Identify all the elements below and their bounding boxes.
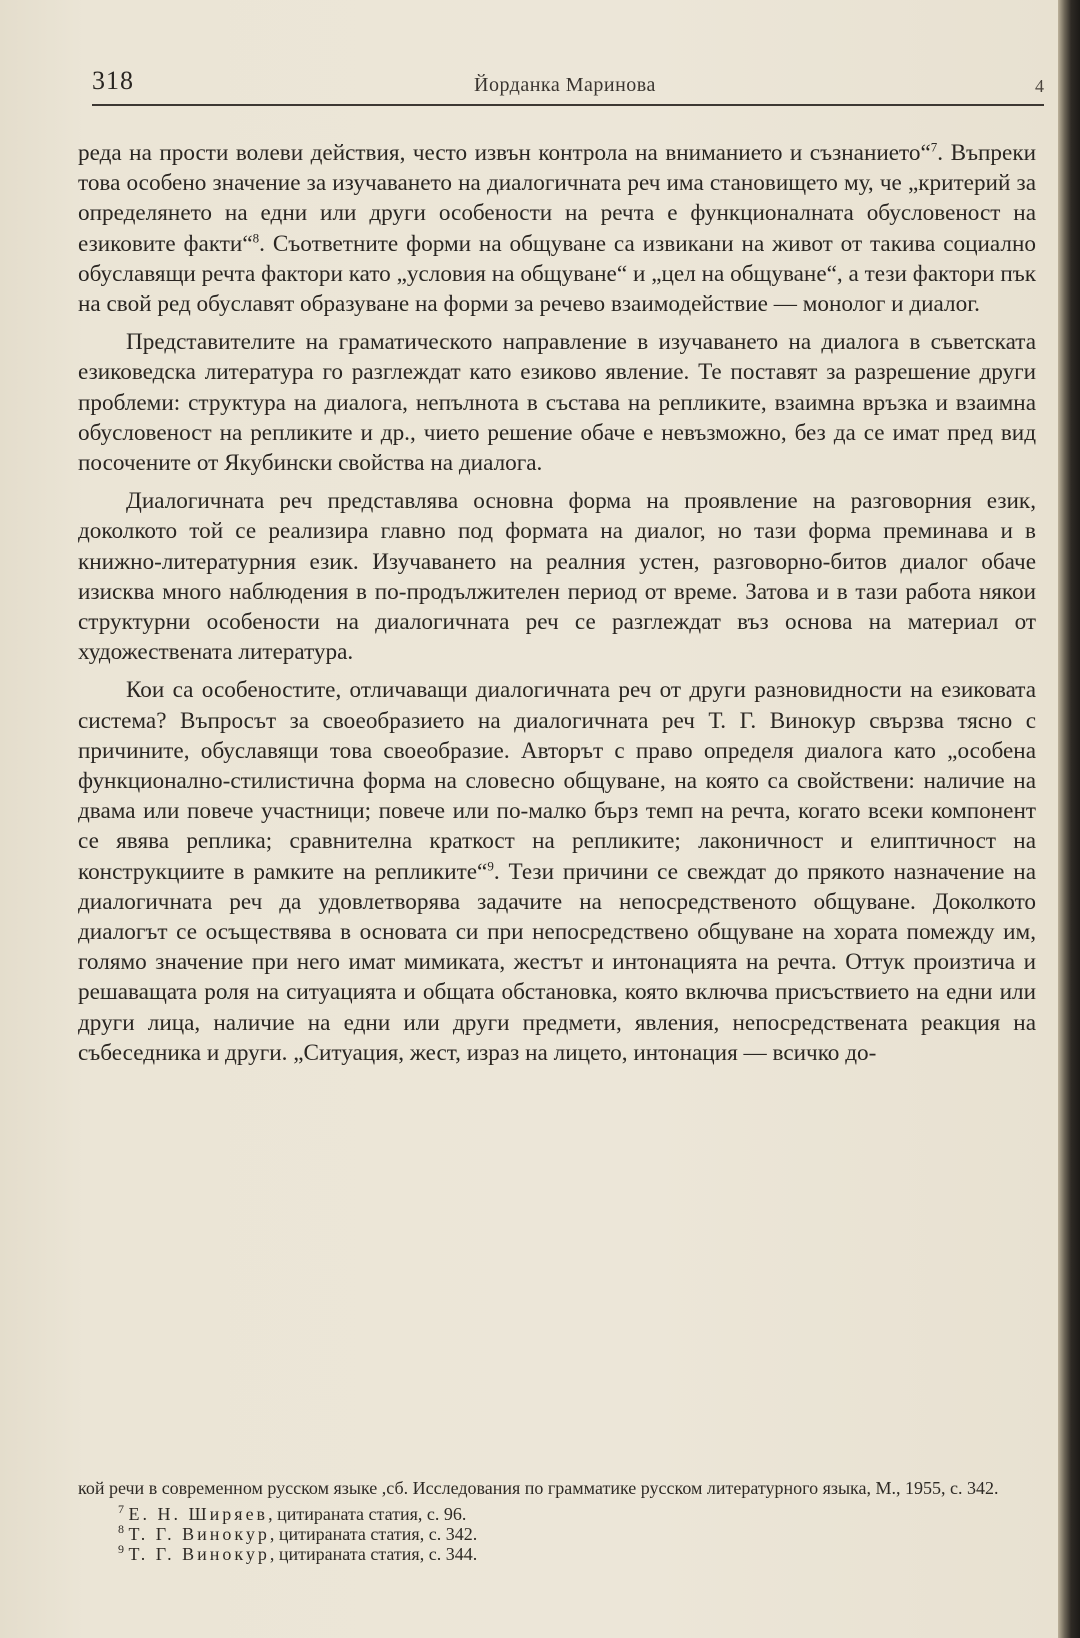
paragraph: Представителите на граматическото направление в изучаването на диалога в съветската езиковедска литература го разглеждат като езиково явление. Те поставят за разрешение други проблеми: структура на диалога, непълнота в състава на репликите, взаимна връзка и взаимна обусловеност на репликите и др., чието решение обаче е невъзможно, без да се имат пред вид посочените от Якубински свойства на диалога. [78,329,1036,477]
corner-mark: 4 [1035,76,1044,96]
paragraph: Диалогичната реч представлява основна форма на проявление на разговорния език, доколкото той се реализира главно под формата на диалог, но тази форма преминава и в книжно-литературния език. Изучаването на реалния устен, разговорно-битов диалог обаче изисква много наблюдения в по-продължителен период от време. Затова и в тази работа някои структурни особености на диалогичната реч се разглеждат въз основа на материал от художествената литература. [78,488,1036,666]
footnote: $^8$ Т. Г. Винокур, цитираната статия, с. 342. [118,1522,478,1544]
page-number: 318 [92,66,134,95]
page-edge [1058,0,1080,1638]
footnote: $^9$ Т. Г. Винокур, цитираната статия, с. 344. [118,1542,478,1564]
body-text [78,138,1036,1068]
footnote-continuation: кой речи в современном русском языке ,сб. Исследования по грамматике русском литературного языка, М., 1955, с. 342. [78,1478,999,1498]
footnote-ref: 9 [487,857,494,873]
paragraph: Кои са особеностите, отличаващи диалогичната реч от други разновидности на езиковата система? Въпросът за своеобразието на диалогичната реч Т. Г. Винокур свързва тясно с причините, обуславящи това своеобразие. Авторът с право определя диалога като „особена функционално-стилистична форма на словесно общуване, на която са свойствени: наличие на двама или повече участници; повече или по-малко бърз темп на речта, когато всеки компонент се явява реплика; сравнителна краткост на репликите; лаконичност и елиптичност на конструкциите в рамките на репликите“$^9$. Тези причини се свеждат до прякото назначение на диалогичната реч да удовлетворява задачите на непосредственото общуване. Доколкото диалогът се осъществява в основата си при непосредствено общуване на хората помежду им, голямо значение при него имат мимиката, жестът и интонацията на речта. Оттук произтича и решаващата роля на ситуацията и общата обстановка, която включва присъствието на едни или други лица, наличие на едни или други предмети, явления, непосредствената реакция на събеседника и други. „Ситуация, жест, израз на лицето, интонация — всичко до- [78,677,1036,1066]
footnotes [78,1478,1036,1564]
running-head [92,66,1044,106]
paragraph: реда на прости волеви действия, често извън контрола на вниманието и съзнанието“$^7$. Въпреки това особено значение за изучаването на диалогичната реч има становището му, че „критерий за определянето на едни или други особености на речта е функционалната обусловеност на езиковите факти“$^8$. Съответните форми на общуване са извикани на живот от такива социално обуславящи речта фактори като „условия на общуване“ и „цел на общуване“, а тези фактори пък на свой ред обуславят образуване на форми за речево взаимодействие — монолог и диалог. [78,139,1036,318]
footnote: $^7$ Е. Н. Ширяев, цитираната статия, с. 96. [118,1502,467,1524]
footnote-ref: 8 [252,229,260,245]
header-rule [92,104,1044,106]
footnote-ref: 7 [930,139,938,155]
running-title: Йорданка Маринова [474,74,656,96]
